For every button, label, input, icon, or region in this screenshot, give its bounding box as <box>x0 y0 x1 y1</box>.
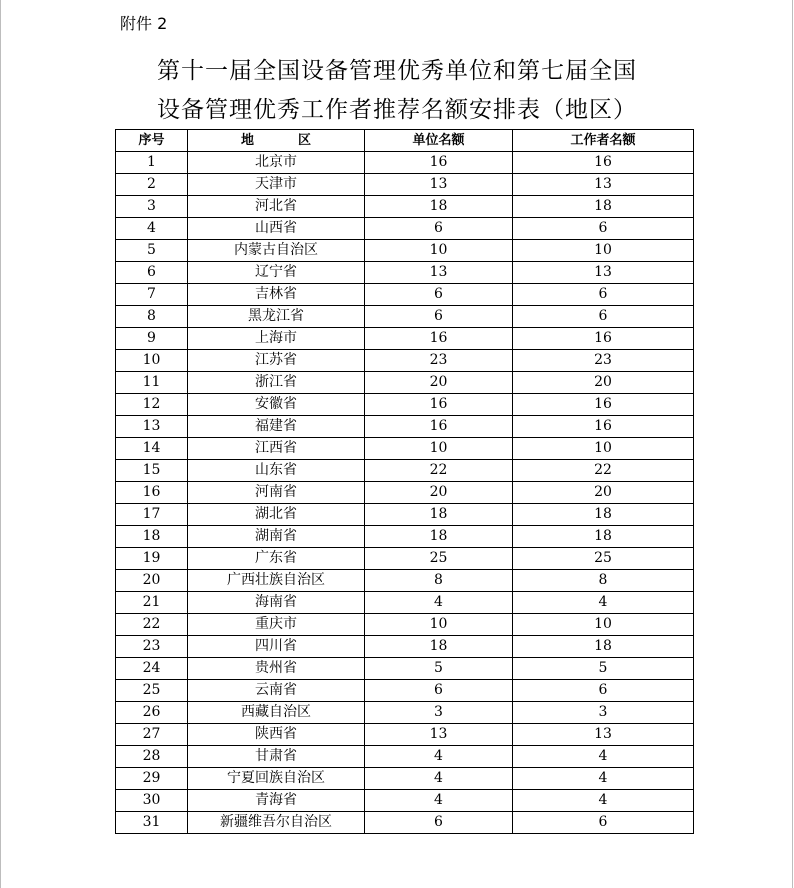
table-row <box>116 504 694 526</box>
cell-region: 西藏自治区 <box>188 702 365 724</box>
table-row <box>116 262 694 284</box>
table-row <box>116 196 694 218</box>
table-row <box>116 570 694 592</box>
cell-workers: 23 <box>513 350 694 372</box>
cell-units: 10 <box>365 240 513 262</box>
cell-workers: 20 <box>513 482 694 504</box>
table-row <box>116 416 694 438</box>
cell-index: 6 <box>116 262 188 284</box>
cell-index: 18 <box>116 526 188 548</box>
cell-units: 18 <box>365 504 513 526</box>
header-region <box>188 130 365 152</box>
cell-workers: 13 <box>513 174 694 196</box>
cell-workers: 6 <box>513 680 694 702</box>
table-row <box>116 526 694 548</box>
title-line-1: 第十一届全国设备管理优秀单位和第七届全国 <box>157 58 637 84</box>
quota-table <box>115 129 694 834</box>
cell-region: 宁夏回族自治区 <box>188 768 365 790</box>
cell-region: 上海市 <box>188 328 365 350</box>
table-row <box>116 328 694 350</box>
cell-workers: 6 <box>513 284 694 306</box>
cell-region: 江苏省 <box>188 350 365 372</box>
page-edge-right <box>792 0 793 888</box>
cell-region: 广西壮族自治区 <box>188 570 365 592</box>
cell-index: 21 <box>116 592 188 614</box>
cell-workers: 16 <box>513 328 694 350</box>
cell-units: 6 <box>365 284 513 306</box>
cell-units: 16 <box>365 328 513 350</box>
cell-workers: 4 <box>513 790 694 812</box>
table-row <box>116 372 694 394</box>
cell-index: 15 <box>116 460 188 482</box>
cell-units: 8 <box>365 570 513 592</box>
cell-index: 27 <box>116 724 188 746</box>
cell-region: 陕西省 <box>188 724 365 746</box>
cell-units: 4 <box>365 790 513 812</box>
cell-region: 辽宁省 <box>188 262 365 284</box>
table-row <box>116 394 694 416</box>
table-row <box>116 350 694 372</box>
cell-units: 22 <box>365 460 513 482</box>
cell-region: 黑龙江省 <box>188 306 365 328</box>
cell-units: 4 <box>365 746 513 768</box>
cell-workers: 18 <box>513 196 694 218</box>
cell-units: 6 <box>365 680 513 702</box>
cell-region: 江西省 <box>188 438 365 460</box>
cell-units: 16 <box>365 416 513 438</box>
cell-units: 5 <box>365 658 513 680</box>
cell-region: 湖南省 <box>188 526 365 548</box>
table-row <box>116 790 694 812</box>
cell-units: 6 <box>365 218 513 240</box>
cell-region: 天津市 <box>188 174 365 196</box>
cell-index: 1 <box>116 152 188 174</box>
cell-workers: 18 <box>513 526 694 548</box>
cell-index: 16 <box>116 482 188 504</box>
table-row <box>116 174 694 196</box>
table-row <box>116 218 694 240</box>
cell-workers: 6 <box>513 306 694 328</box>
table-row <box>116 460 694 482</box>
cell-region: 浙江省 <box>188 372 365 394</box>
cell-region: 贵州省 <box>188 658 365 680</box>
cell-region: 内蒙古自治区 <box>188 240 365 262</box>
table-row <box>116 746 694 768</box>
cell-index: 19 <box>116 548 188 570</box>
cell-units: 18 <box>365 196 513 218</box>
cell-workers: 3 <box>513 702 694 724</box>
cell-workers: 16 <box>513 416 694 438</box>
cell-region: 安徽省 <box>188 394 365 416</box>
cell-index: 2 <box>116 174 188 196</box>
cell-region: 北京市 <box>188 152 365 174</box>
cell-units: 18 <box>365 636 513 658</box>
attachment-label: 附件 2 <box>120 14 168 33</box>
table-body <box>116 152 694 834</box>
table-row <box>116 306 694 328</box>
table-row <box>116 636 694 658</box>
table-row <box>116 548 694 570</box>
cell-index: 9 <box>116 328 188 350</box>
cell-index: 20 <box>116 570 188 592</box>
cell-index: 25 <box>116 680 188 702</box>
table-row <box>116 702 694 724</box>
cell-units: 3 <box>365 702 513 724</box>
cell-region: 海南省 <box>188 592 365 614</box>
cell-region: 新疆维吾尔自治区 <box>188 812 365 834</box>
cell-workers: 13 <box>513 724 694 746</box>
cell-units: 18 <box>365 526 513 548</box>
cell-units: 16 <box>365 152 513 174</box>
cell-workers: 6 <box>513 218 694 240</box>
cell-workers: 10 <box>513 240 694 262</box>
cell-region: 重庆市 <box>188 614 365 636</box>
header-units: 单位名额 <box>365 130 513 152</box>
cell-index: 13 <box>116 416 188 438</box>
cell-workers: 13 <box>513 262 694 284</box>
cell-workers: 16 <box>513 152 694 174</box>
table-row <box>116 812 694 834</box>
cell-workers: 22 <box>513 460 694 482</box>
cell-workers: 5 <box>513 658 694 680</box>
cell-index: 30 <box>116 790 188 812</box>
cell-index: 28 <box>116 746 188 768</box>
cell-workers: 20 <box>513 372 694 394</box>
header-region-part2: 区 <box>298 133 312 148</box>
cell-workers: 18 <box>513 636 694 658</box>
cell-workers: 25 <box>513 548 694 570</box>
table-row <box>116 284 694 306</box>
cell-index: 11 <box>116 372 188 394</box>
table-row <box>116 658 694 680</box>
cell-index: 10 <box>116 350 188 372</box>
header-region-part1: 地 <box>240 133 254 148</box>
cell-region: 青海省 <box>188 790 365 812</box>
cell-workers: 16 <box>513 394 694 416</box>
table-row <box>116 680 694 702</box>
cell-units: 13 <box>365 174 513 196</box>
cell-region: 福建省 <box>188 416 365 438</box>
table-row <box>116 152 694 174</box>
cell-workers: 4 <box>513 592 694 614</box>
cell-index: 23 <box>116 636 188 658</box>
table-row <box>116 592 694 614</box>
page-edge-left <box>0 0 1 888</box>
cell-index: 24 <box>116 658 188 680</box>
cell-index: 26 <box>116 702 188 724</box>
cell-region: 四川省 <box>188 636 365 658</box>
cell-units: 4 <box>365 768 513 790</box>
cell-units: 10 <box>365 438 513 460</box>
cell-index: 3 <box>116 196 188 218</box>
cell-region: 甘肃省 <box>188 746 365 768</box>
cell-index: 8 <box>116 306 188 328</box>
table-row <box>116 482 694 504</box>
cell-workers: 4 <box>513 768 694 790</box>
cell-workers: 8 <box>513 570 694 592</box>
cell-index: 4 <box>116 218 188 240</box>
cell-index: 22 <box>116 614 188 636</box>
cell-index: 29 <box>116 768 188 790</box>
cell-workers: 10 <box>513 438 694 460</box>
cell-index: 17 <box>116 504 188 526</box>
cell-region: 吉林省 <box>188 284 365 306</box>
cell-region: 山东省 <box>188 460 365 482</box>
cell-region: 河北省 <box>188 196 365 218</box>
cell-workers: 10 <box>513 614 694 636</box>
header-workers: 工作者名额 <box>513 130 694 152</box>
table-row <box>116 240 694 262</box>
cell-index: 7 <box>116 284 188 306</box>
cell-units: 13 <box>365 262 513 284</box>
cell-units: 20 <box>365 482 513 504</box>
cell-region: 山西省 <box>188 218 365 240</box>
cell-index: 12 <box>116 394 188 416</box>
cell-units: 10 <box>365 614 513 636</box>
cell-index: 5 <box>116 240 188 262</box>
title-line-2: 设备管理优秀工作者推荐名额安排表（地区） <box>157 97 637 123</box>
cell-region: 河南省 <box>188 482 365 504</box>
cell-workers: 18 <box>513 504 694 526</box>
cell-index: 31 <box>116 812 188 834</box>
cell-region: 广东省 <box>188 548 365 570</box>
cell-units: 6 <box>365 812 513 834</box>
cell-workers: 6 <box>513 812 694 834</box>
table-row <box>116 724 694 746</box>
cell-workers: 4 <box>513 746 694 768</box>
table-row <box>116 438 694 460</box>
cell-units: 6 <box>365 306 513 328</box>
table-row <box>116 614 694 636</box>
table-header-row <box>116 130 694 152</box>
cell-index: 14 <box>116 438 188 460</box>
header-index: 序号 <box>116 130 188 152</box>
table-row <box>116 768 694 790</box>
cell-units: 4 <box>365 592 513 614</box>
cell-units: 23 <box>365 350 513 372</box>
cell-units: 20 <box>365 372 513 394</box>
cell-units: 16 <box>365 394 513 416</box>
cell-units: 13 <box>365 724 513 746</box>
cell-region: 湖北省 <box>188 504 365 526</box>
cell-region: 云南省 <box>188 680 365 702</box>
cell-units: 25 <box>365 548 513 570</box>
